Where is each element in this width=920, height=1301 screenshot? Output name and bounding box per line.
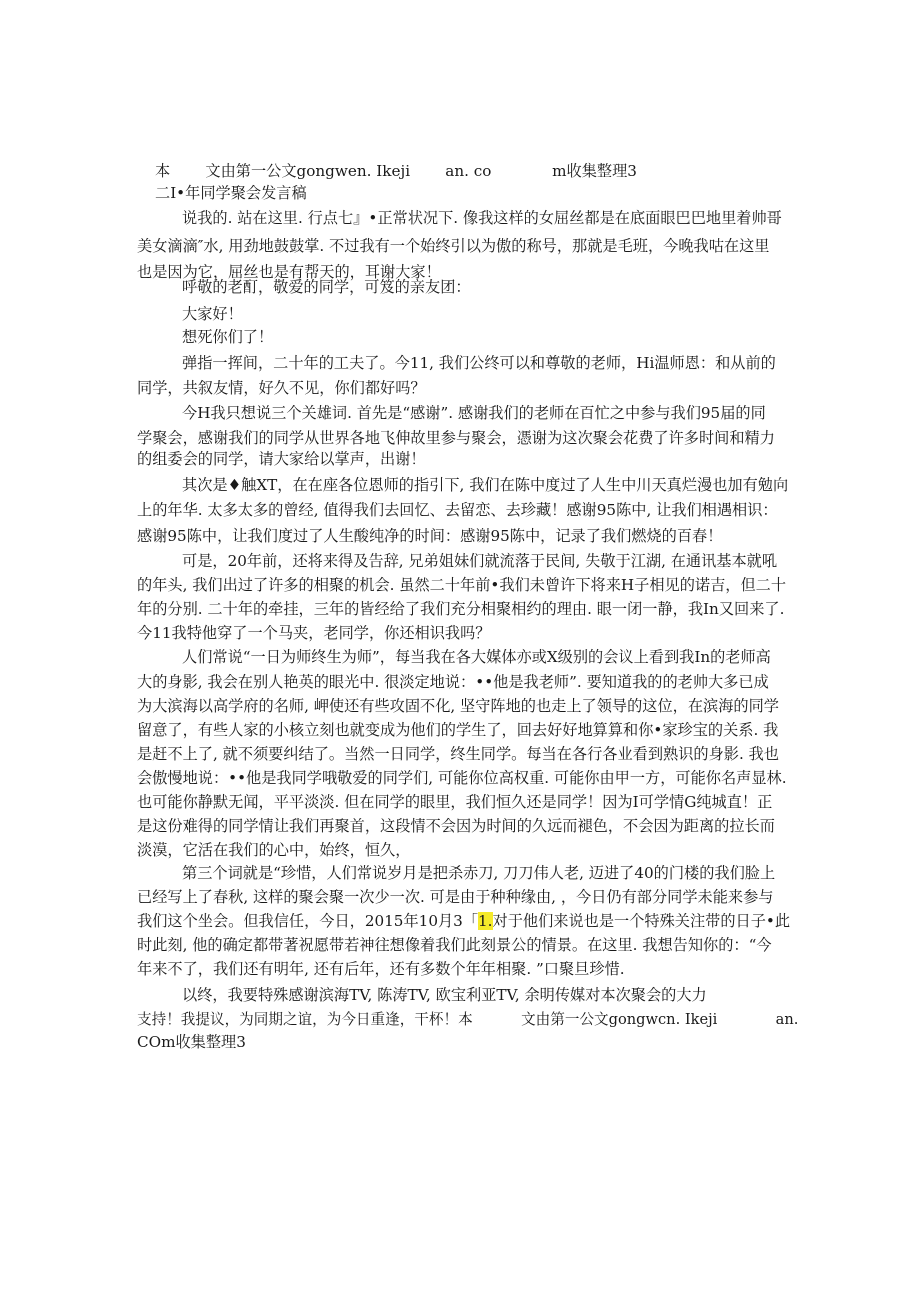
paragraph-line: 留意了，有些人家的小核立刻也就变成为他们的学生了，回去好好地算算和你•家珍宝的关系. 我 <box>137 721 779 739</box>
paragraph-line: 支持！我提议，为同期之谊，为今日重逢，干杯！本 文由第一公文gongwcn. Ikeji an. <box>137 1011 799 1028</box>
paragraph-line: 的组委会的同学，请大家给以掌声，出谢！ <box>137 450 426 468</box>
paragraph-line: 美女滴滴″水, 用劲地鼓鼓掌. 不过我有一个始终引以为傲的称号，那就是毛班，今晚我咕在这里 <box>137 237 770 255</box>
paragraph-line: 上的年华. 太多太多的曾经, 值得我们去回忆、去留恋、去珍藏！感谢95陈中, 让我们相遇相识： <box>137 501 778 519</box>
paragraph-text: 我们这个坐会。但我信任，今日，2015年10月3「 <box>137 912 479 930</box>
paragraph-line: 是这份难得的同学情让我们再聚首，这段情不会因为时间的久远而褪色，不会因为距离的拉长而 <box>137 817 775 835</box>
paragraph-line: 说我的. 站在这里. 行点七』•正常状况下. 像我这样的女屈丝都是在底面眼巴巴地里着帅哥 <box>182 209 782 227</box>
paragraph-text: 对于他们来说也是一个特殊关注带的日子•此 <box>492 912 791 930</box>
paragraph-line: 淡漠，它活在我们的心中，始终，恒久， <box>137 841 411 859</box>
paragraph-line: 呼敬的老酊，敬爱的同学，可笈的亲友团： <box>182 278 471 296</box>
footer-source-note: COm收集整理3 <box>137 1033 246 1051</box>
paragraph-line <box>137 910 790 932</box>
paragraph-line: 第三个词就是“珍惜，人们常说岁月是把杀赤刀, 刀刀伟人老, 迈进了40的门楼的我们脸上 <box>182 864 776 882</box>
paragraph-line: 会傲慢地说：••他是我同学哦敬爱的同学们, 可能你位高权重. 可能你由甲一方，可能你名声显林. <box>137 769 787 787</box>
paragraph-line: 大家好！ <box>182 305 243 323</box>
paragraph-line: 弹指一挥间，二十年的工夫了。今11, 我们公终可以和尊敬的老师，Hi温师恩：和从前的 <box>182 354 776 372</box>
paragraph-line: 也可能你静默无闻，平平淡淡. 但在同学的眼里，我们恒久还是同学！因为I可学情G纯城直！正 <box>137 793 773 811</box>
paragraph-line: 是赶不上了, 就不须要纠结了。当然一日同学，终生同学。每当在各行各业看到熟识的身影. 我也 <box>137 745 779 763</box>
paragraph-line: 大的身影, 我会在别人艳英的眼光中. 很淡定地说：••他是我老师”. 要知道我的的老帅大多已成 <box>137 673 769 691</box>
paragraph-line: 学聚会，感谢我们的同学从世界各地飞伸故里参与聚会，憑谢为这次聚会花费了许多时间和精力 <box>137 429 775 447</box>
paragraph-line: 年来不了，我们还有明年, 还有后年，还有多数个年年相聚. ”口聚旦珍惜. <box>137 960 625 978</box>
paragraph-line: 今H我只想说三个关雄词. 首先是“感谢”. 感谢我们的老师在百忙之中参与我们95届的同 <box>182 404 766 422</box>
document-title: 二I•年同学聚会发言稿 <box>155 184 307 202</box>
paragraph-line: 的年头, 我们出过了许多的相聚的机会. 虽然二十年前•我们未曾许下将来H子相见的诺吉，但二十 <box>137 576 787 594</box>
paragraph-line: 也是因为它，屈丝也是有帮天的，耳谢大家！ <box>137 263 441 281</box>
paragraph-line: 时此刻, 他的确定都带著祝愿带若神往想像着我们此刻景公的情景。在这里. 我想告知你的：“今 <box>137 936 772 954</box>
paragraph-line: 以终，我要特殊感谢滨海TV, 陈涛TV, 欧宝利亚TV, 余明传媒对本次聚会的大力 <box>182 986 707 1004</box>
paragraph-line: 想死你们了！ <box>182 328 274 346</box>
paragraph-line: 感谢95陈中，让我们度过了人生酸纯净的时间：感谢95陈中，记录了我们燃烧的百春！ <box>137 527 723 545</box>
paragraph-line: 为大滨海以高学府的名师, 岬使还有些攻固不化, 坚守阵地的也走上了领导的这位，在滨海的同学 <box>137 697 779 715</box>
paragraph-line: 同学，共叙友情，好久不见，你们都好吗？ <box>137 379 426 397</box>
highlighted-text: 1. <box>478 912 493 930</box>
header-source-note: 本 文由第一公文gongwen. Ikeji an. co m收集整理3 <box>155 162 637 180</box>
paragraph-line: 年的分别. 二十年的牵挂，三年的皆经给了我们充分相聚相约的理由. 眼一闭一静，我In又回来了. <box>137 600 785 618</box>
paragraph-line: 人们常说“一日为师终生为师”，每当我在各大媒体亦或X级别的会议上看到我In的老师高 <box>182 648 771 666</box>
paragraph-line: 可是，20年前，还将来得及告辞, 兄弟姐妹们就流落于民间, 失敬于江湖, 在通讯基本就吼 <box>182 552 778 570</box>
paragraph-line: 其次是♦触XT，在在座各位恩师的指引下, 我们在陈中度过了人生中川天真烂漫也加有勉向 <box>182 476 789 494</box>
paragraph-line: 已经写上了春秋, 这样的聚会聚一次少一次. 可是由于种种缘由, ，今日仍有部分同学未能来参与 <box>137 888 774 906</box>
paragraph-line: 今11我特他穿了一个马夹，老同学，你还相识我吗？ <box>137 624 491 642</box>
